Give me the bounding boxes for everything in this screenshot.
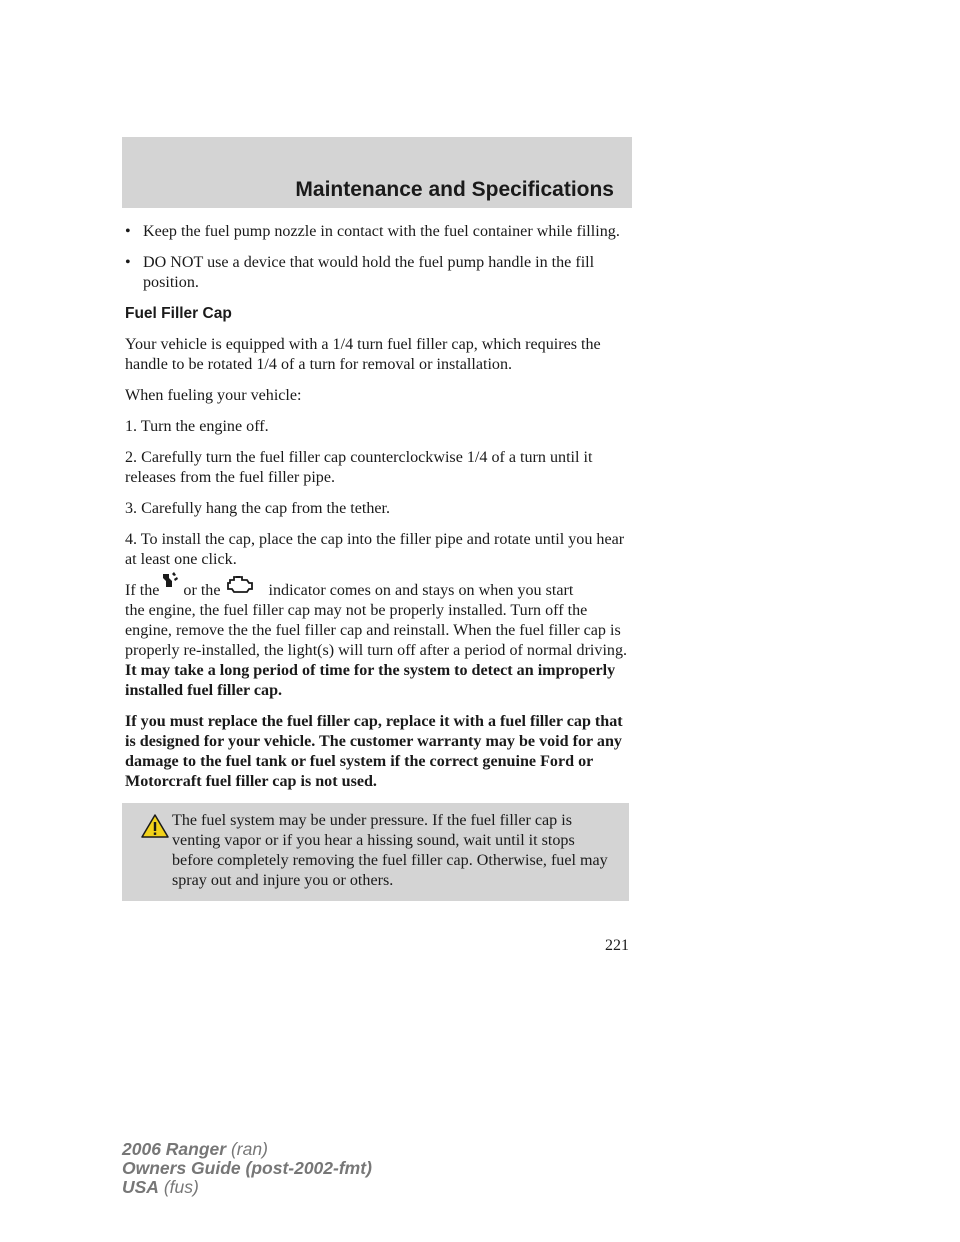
page-number: 221: [605, 937, 629, 954]
step-4: 4. To install the cap, place the cap into the filler pipe and rotate until you hear at least one click.: [125, 531, 625, 568]
warning-triangle-icon: [140, 813, 170, 845]
fuel-filler-cap-heading: Fuel Filler Cap: [125, 305, 232, 322]
indicator-or: or the: [183, 582, 221, 599]
indicator-line: [125, 581, 633, 601]
bullet-item: [125, 222, 633, 242]
page-content: [125, 222, 633, 901]
warning-box: [122, 803, 629, 901]
footer-market: USA: [122, 1177, 159, 1197]
document-footer: [122, 1140, 372, 1197]
bullet-text: DO NOT use a device that would hold the fuel pump handle in the fill position.: [143, 254, 595, 291]
indicator-prefix: If the: [125, 582, 160, 599]
step-3: 3. Carefully hang the cap from the tether.: [125, 500, 391, 517]
bullet-text: Keep the fuel pump nozzle in contact with the fuel container while filling.: [143, 223, 620, 240]
indicator-bold-note: It may take a long period of time for the system to detect an improperly installed fuel filler cap.: [125, 662, 616, 699]
footer-guide: Owners Guide (post-2002-fmt): [122, 1158, 372, 1178]
check-fuel-cap-icon: [161, 571, 179, 595]
step-1: 1. Turn the engine off.: [125, 418, 269, 435]
bullet-item: [125, 253, 633, 293]
section-title: Maintenance and Specifications: [295, 178, 614, 201]
intro-paragraph: Your vehicle is equipped with a 1/4 turn fuel filler cap, which requires the handle to be rotated 1/4 of a turn for removal or installation.: [125, 336, 601, 373]
indicator-continued: the engine, the fuel filler cap may not be properly installed. Turn off the engine, remove the the fuel filler cap and reinstall. When the fuel filler cap is properly re-installed, the light(s) will turn off after a period of normal driving.: [125, 602, 628, 659]
warning-text: The fuel system may be under pressure. If the fuel filler cap is venting vapor or if you hear a hissing sound, wait until it stops before completely removing the fuel filler cap. Otherwise, fuel may spray out and injure you or others.: [172, 812, 608, 889]
replace-cap-notice: If you must replace the fuel filler cap, replace it with a fuel filler cap that is designed for your vehicle. The customer warranty may be void for any damage to the fuel tank or fuel system if the correct genuine Ford or Motorcraft fuel filler cap is not used.: [125, 713, 623, 790]
bullet-symbol: •: [125, 254, 131, 271]
footer-model-code: (ran): [226, 1139, 268, 1159]
footer-model: 2006 Ranger: [122, 1139, 227, 1159]
footer-market-code: (fus): [158, 1177, 199, 1197]
check-engine-icon: [225, 573, 255, 601]
indicator-suffix: indicator comes on and stays on when you start: [268, 582, 574, 599]
section-header-band: [122, 137, 632, 208]
step-2: 2. Carefully turn the fuel filler cap counterclockwise 1/4 of a turn until it releases from the fuel filler pipe.: [125, 449, 593, 486]
bullet-symbol: •: [125, 223, 131, 240]
when-fueling-text: When fueling your vehicle:: [125, 387, 302, 404]
indicator-paragraph: [125, 581, 633, 701]
